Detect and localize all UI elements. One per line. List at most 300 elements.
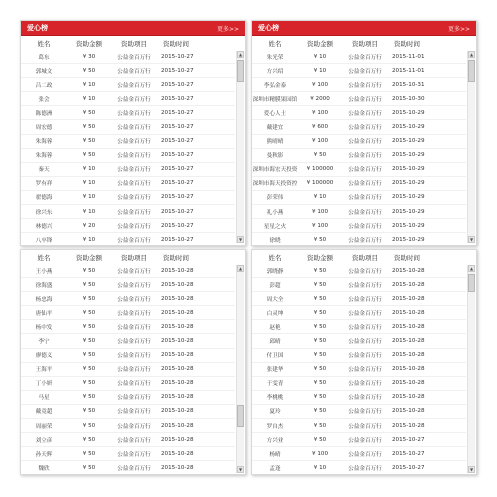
rows-container (252, 50, 476, 244)
cell-project: 公益金百万行 (348, 209, 382, 216)
cell-name: 徐兴东 (35, 209, 53, 216)
scroll-down-arrow-icon[interactable]: ▼ (469, 467, 474, 472)
table-row (21, 50, 235, 64)
table-row (21, 433, 235, 447)
cell-project: 公益金百万行 (117, 209, 151, 216)
cell-amount: ¥ 50 (313, 267, 327, 274)
table-row (21, 306, 235, 320)
cell-project: 公益金百万行 (117, 268, 151, 275)
cell-name: 郭城文 (35, 68, 53, 75)
table-row (252, 163, 466, 177)
cell-time: 2015-10-27 (392, 464, 425, 471)
table-row (252, 405, 466, 419)
cell-time: 2015-10-28 (392, 408, 425, 415)
cell-name: 王海平 (35, 367, 53, 374)
cell-name: 邱晴 (269, 339, 281, 346)
cell-amount: ¥ 30 (82, 53, 96, 60)
cell-name: 徐海盛 (35, 282, 53, 289)
column-header-time: 资助时间 (163, 39, 189, 48)
rows-container (21, 264, 245, 474)
cell-name: 周宏德 (35, 125, 53, 132)
cell-time: 2015-10-28 (161, 450, 194, 457)
scroll-up-arrow-icon[interactable]: ▲ (238, 52, 243, 57)
scroll-down-arrow-icon[interactable]: ▼ (238, 467, 243, 472)
cell-time: 2015-10-27 (161, 194, 194, 201)
cell-amount: ¥ 50 (82, 138, 96, 145)
more-link[interactable]: 更多>> (447, 25, 470, 33)
cell-project: 公益金百万行 (117, 353, 151, 360)
scroll-up-arrow-icon[interactable]: ▲ (469, 266, 474, 271)
cell-name: 周大全 (266, 296, 284, 303)
cell-time: 2015-10-27 (161, 152, 194, 159)
cell-name: 方兴绍 (266, 68, 284, 75)
cell-time: 2015-10-29 (392, 236, 425, 243)
table-body (21, 264, 245, 474)
cell-time: 2015-10-27 (161, 236, 194, 243)
cell-amount: ¥ 50 (313, 309, 327, 316)
cell-amount: ¥ 10 (82, 95, 96, 102)
cell-project: 公益金百万行 (348, 465, 382, 472)
scrollbar[interactable] (236, 265, 244, 473)
cell-name: 付卫国 (266, 353, 284, 360)
cell-time: 2015-11-01 (392, 53, 425, 60)
cell-amount: ¥ 50 (313, 422, 327, 429)
cell-time: 2015-10-28 (161, 281, 194, 288)
cell-name: 朱海蓉 (35, 153, 53, 160)
table-row (21, 363, 235, 377)
cell-time: 2015-10-29 (392, 180, 425, 187)
table-row (21, 205, 235, 219)
cell-amount: ¥ 50 (82, 309, 96, 316)
cell-project: 公益金百万行 (117, 282, 151, 289)
table-header (252, 36, 476, 50)
more-link[interactable]: 更多>> (216, 25, 239, 33)
cell-time: 2015-10-28 (161, 394, 194, 401)
table-row (252, 320, 466, 334)
scrollbar-thumb[interactable] (468, 274, 475, 292)
cell-project: 公益金百万行 (348, 310, 382, 317)
cell-time: 2015-10-28 (392, 366, 425, 373)
cell-time: 2015-10-29 (392, 194, 425, 201)
cell-name: 吕二政 (35, 82, 53, 89)
cell-name: 陈德洲 (35, 110, 53, 117)
cell-time: 2015-10-28 (161, 352, 194, 359)
cell-name: 李宁 (38, 339, 50, 346)
scrollbar-thumb[interactable] (237, 405, 244, 427)
table-row (252, 191, 466, 205)
cell-time: 2015-10-27 (161, 166, 194, 173)
cell-project: 公益金百万行 (348, 96, 382, 103)
table-row (21, 78, 235, 92)
cell-project: 公益金百万行 (348, 451, 382, 458)
cell-time: 2015-10-28 (392, 394, 425, 401)
column-header-name: 姓名 (37, 253, 51, 262)
column-header-name: 姓名 (268, 39, 282, 48)
cell-name: 戴竟超 (35, 409, 53, 416)
donor-list-panel (251, 20, 477, 246)
cell-name: 翟德海 (35, 195, 53, 202)
table-row (252, 419, 466, 433)
cell-amount: ¥ 100000 (306, 180, 334, 187)
scroll-down-arrow-icon[interactable]: ▼ (238, 237, 243, 242)
cell-time: 2015-10-27 (161, 81, 194, 88)
table-row (252, 106, 466, 120)
cell-amount: ¥ 600 (311, 124, 328, 131)
cell-amount: ¥ 50 (82, 366, 96, 373)
table-row (252, 461, 466, 474)
cell-project: 公益金百万行 (348, 181, 382, 188)
column-header-time: 资助时间 (394, 253, 420, 262)
panel-header (252, 21, 476, 36)
cell-amount: ¥ 50 (313, 436, 327, 443)
cell-project: 公益金百万行 (117, 82, 151, 89)
cell-amount: ¥ 50 (82, 67, 96, 74)
cell-project: 公益金百万行 (348, 167, 382, 174)
table-row (252, 292, 466, 306)
cell-project: 公益金百万行 (117, 437, 151, 444)
cell-time: 2015-10-28 (161, 267, 194, 274)
table-row (21, 264, 235, 278)
table-row (21, 233, 235, 244)
cell-project: 公益金百万行 (117, 139, 151, 146)
cell-amount: ¥ 50 (82, 380, 96, 387)
donor-list-panel (20, 20, 246, 246)
table-row (252, 278, 466, 292)
cell-project: 公益金百万行 (117, 181, 151, 188)
cell-time: 2015-10-28 (161, 366, 194, 373)
cell-project: 公益金百万行 (348, 339, 382, 346)
table-row (252, 149, 466, 163)
cell-time: 2015-10-28 (392, 380, 425, 387)
cell-time: 2015-10-28 (161, 436, 194, 443)
panel-header (21, 21, 245, 36)
table-row (21, 120, 235, 134)
table-row (252, 50, 466, 64)
cell-project: 公益金百万行 (348, 367, 382, 374)
panel-title: 爱心榜 (258, 24, 279, 32)
cell-amount: ¥ 50 (82, 124, 96, 131)
cell-time: 2015-10-27 (161, 95, 194, 102)
panel-title: 爱心榜 (27, 24, 48, 32)
cell-name: 于雯青 (266, 381, 284, 388)
table-row (21, 349, 235, 363)
cell-time: 2015-10-29 (392, 208, 425, 215)
table-row (252, 377, 466, 391)
cell-name: 深圳市精膜果园馆 (252, 96, 298, 103)
scrollbar-thumb[interactable] (237, 60, 244, 82)
cell-project: 公益金百万行 (348, 437, 382, 444)
cell-amount: ¥ 50 (82, 267, 96, 274)
cell-name: 孟逢 (269, 465, 281, 472)
cell-name: 林德兴 (35, 223, 53, 230)
cell-amount: ¥ 50 (313, 366, 327, 373)
table-body (21, 50, 245, 244)
cell-name: 徐晓 (269, 237, 281, 244)
cell-name: 魏欣 (38, 465, 50, 472)
scrollbar[interactable] (236, 51, 244, 243)
cell-time: 2015-10-27 (161, 109, 194, 116)
cell-name: 李桃桃 (266, 395, 284, 402)
cell-amount: ¥ 50 (82, 422, 96, 429)
cell-project: 公益金百万行 (348, 139, 382, 146)
cell-name: 赵艳 (269, 324, 281, 331)
column-header-amount: 资助金额 (307, 253, 333, 262)
table-row (252, 433, 466, 447)
cell-amount: ¥ 50 (82, 323, 96, 330)
cell-time: 2015-10-28 (392, 338, 425, 345)
cell-time: 2015-10-27 (161, 53, 194, 60)
cell-name: 深圳市海宏天投资 (252, 167, 298, 174)
cell-project: 公益金百万行 (117, 339, 151, 346)
cell-time: 2015-10-29 (392, 124, 425, 131)
cell-project: 公益金百万行 (348, 423, 382, 430)
cell-name: 白灵坤 (266, 310, 284, 317)
table-row (21, 64, 235, 78)
cell-project: 公益金百万行 (117, 451, 151, 458)
cell-project: 公益金百万行 (348, 353, 382, 360)
cell-time: 2015-10-28 (161, 295, 194, 302)
cell-amount: ¥ 10 (82, 208, 96, 215)
table-row (21, 461, 235, 474)
table-row (21, 377, 235, 391)
cell-name: 李弘金泰 (263, 82, 287, 89)
column-header-project: 资助项目 (121, 39, 147, 48)
cell-name: 星星之火 (263, 223, 287, 230)
cell-time: 2015-10-28 (161, 380, 194, 387)
table-row (21, 320, 235, 334)
cell-time: 2015-11-01 (392, 67, 425, 74)
cell-amount: ¥ 50 (82, 408, 96, 415)
donor-list-panel (251, 249, 477, 475)
column-header-project: 资助项目 (121, 253, 147, 262)
cell-project: 公益金百万行 (117, 465, 151, 472)
cell-name: 深圳市海天投资控 (252, 181, 298, 188)
cell-amount: ¥ 50 (82, 281, 96, 288)
cell-project: 公益金百万行 (348, 237, 382, 244)
cell-time: 2015-10-29 (392, 109, 425, 116)
cell-project: 公益金百万行 (117, 395, 151, 402)
cell-amount: ¥ 2000 (310, 95, 330, 102)
cell-project: 公益金百万行 (117, 68, 151, 75)
table-row (21, 135, 235, 149)
table-row (252, 447, 466, 461)
table-body (252, 264, 476, 474)
cell-time: 2015-10-28 (392, 309, 425, 316)
cell-name: 朱海蓉 (35, 139, 53, 146)
cell-time: 2015-10-29 (392, 166, 425, 173)
cell-amount: ¥ 50 (82, 109, 96, 116)
rows-container (252, 264, 476, 474)
column-header-name: 姓名 (268, 253, 282, 262)
cell-project: 公益金百万行 (348, 68, 382, 75)
scrollbar[interactable] (467, 265, 475, 473)
column-header-project: 资助项目 (352, 39, 378, 48)
cell-amount: ¥ 50 (313, 380, 327, 387)
cell-project: 公益金百万行 (348, 153, 382, 160)
cell-project: 公益金百万行 (117, 96, 151, 103)
table-row (252, 92, 466, 106)
cell-time: 2015-10-28 (392, 352, 425, 359)
cell-amount: ¥ 10 (82, 180, 96, 187)
cell-amount: ¥ 100 (311, 138, 328, 145)
table-row (21, 106, 235, 120)
cell-time: 2015-10-29 (392, 138, 425, 145)
cell-project: 公益金百万行 (117, 54, 151, 61)
cell-amount: ¥ 50 (313, 323, 327, 330)
table-row (21, 219, 235, 233)
cell-name: 周丽荣 (35, 423, 53, 430)
table-row (252, 334, 466, 348)
cell-name: 彭超 (269, 282, 281, 289)
cell-amount: ¥ 10 (82, 194, 96, 201)
cell-project: 公益金百万行 (348, 395, 382, 402)
cell-project: 公益金百万行 (348, 381, 382, 388)
cell-project: 公益金百万行 (348, 110, 382, 117)
cell-amount: ¥ 50 (313, 281, 327, 288)
cell-name: 廖德义 (35, 353, 53, 360)
column-header-time: 资助时间 (394, 39, 420, 48)
table-row (252, 219, 466, 233)
cell-name: 方兴业 (266, 437, 284, 444)
cell-name: 秦天 (38, 167, 50, 174)
cell-name: 孙天辉 (35, 451, 53, 458)
cell-time: 2015-10-31 (392, 81, 425, 88)
cell-amount: ¥ 50 (82, 152, 96, 159)
cell-time: 2015-10-28 (392, 281, 425, 288)
cell-name: 杨忠海 (35, 296, 53, 303)
cell-amount: ¥ 10 (313, 67, 327, 74)
cell-time: 2015-10-28 (161, 464, 194, 471)
cell-time: 2015-10-27 (161, 138, 194, 145)
cell-project: 公益金百万行 (117, 237, 151, 244)
cell-amount: ¥ 50 (313, 352, 327, 359)
cell-name: 唐仙平 (35, 310, 53, 317)
cell-time: 2015-10-27 (161, 222, 194, 229)
cell-amount: ¥ 10 (82, 236, 96, 243)
cell-amount: ¥ 50 (82, 295, 96, 302)
cell-amount: ¥ 10 (313, 53, 327, 60)
cell-name: 彭荣伟 (266, 195, 284, 202)
table-row (21, 163, 235, 177)
table-row (252, 349, 466, 363)
cell-amount: ¥ 50 (82, 464, 96, 471)
table-row (21, 447, 235, 461)
cell-amount: ¥ 50 (82, 394, 96, 401)
column-header-amount: 资助金额 (307, 39, 333, 48)
cell-project: 公益金百万行 (348, 409, 382, 416)
cell-time: 2015-10-27 (392, 450, 425, 457)
cell-name: 熊晴晴 (266, 139, 284, 146)
cell-time: 2015-10-28 (392, 422, 425, 429)
cell-name: 夏玲 (269, 409, 281, 416)
cell-project: 公益金百万行 (117, 423, 151, 430)
cell-time: 2015-10-30 (392, 95, 425, 102)
scroll-down-arrow-icon[interactable]: ▼ (469, 237, 474, 242)
cell-time: 2015-10-27 (161, 208, 194, 215)
cell-name: 曼秋影 (266, 153, 284, 160)
cell-name: 郭晓静 (266, 268, 284, 275)
cell-project: 公益金百万行 (117, 167, 151, 174)
column-header-time: 资助时间 (163, 253, 189, 262)
column-header-project: 资助项目 (352, 253, 378, 262)
cell-time: 2015-10-28 (161, 408, 194, 415)
cell-project: 公益金百万行 (117, 381, 151, 388)
cell-amount: ¥ 100 (311, 222, 328, 229)
cell-project: 公益金百万行 (348, 195, 382, 202)
cell-name: 王小燕 (35, 268, 53, 275)
cell-amount: ¥ 10 (313, 194, 327, 201)
table-row (21, 149, 235, 163)
cell-project: 公益金百万行 (117, 296, 151, 303)
table-header (21, 250, 245, 264)
table-row (252, 306, 466, 320)
cell-time: 2015-10-28 (392, 267, 425, 274)
table-row (252, 233, 466, 244)
cell-name: 礼小燕 (266, 209, 284, 216)
cell-amount: ¥ 100 (311, 81, 328, 88)
cell-project: 公益金百万行 (348, 82, 382, 89)
cell-name: 八卒锋 (35, 237, 53, 244)
cell-amount: ¥ 100 (311, 450, 328, 457)
cell-name: 罗自杰 (266, 423, 284, 430)
cell-time: 2015-10-29 (392, 152, 425, 159)
table-header (252, 250, 476, 264)
cell-project: 公益金百万行 (348, 324, 382, 331)
rows-container (21, 50, 245, 244)
cell-project: 公益金百万行 (117, 310, 151, 317)
cell-name: 罗有祥 (35, 181, 53, 188)
cell-project: 公益金百万行 (348, 268, 382, 275)
column-header-amount: 资助金额 (76, 253, 102, 262)
table-row (21, 177, 235, 191)
cell-amount: ¥ 50 (313, 295, 327, 302)
cell-time: 2015-10-27 (161, 67, 194, 74)
table-row (252, 135, 466, 149)
cell-project: 公益金百万行 (117, 110, 151, 117)
table-row (21, 419, 235, 433)
table-row (252, 177, 466, 191)
cell-project: 公益金百万行 (348, 282, 382, 289)
scrollbar-thumb[interactable] (468, 60, 475, 82)
cell-name: 张建华 (266, 367, 284, 374)
table-row (252, 391, 466, 405)
cell-project: 公益金百万行 (348, 54, 382, 61)
cell-project: 公益金百万行 (117, 324, 151, 331)
cell-name: 杨晴 (269, 451, 281, 458)
cell-name: 朱光荣 (266, 54, 284, 61)
cell-project: 公益金百万行 (348, 125, 382, 132)
table-row (21, 334, 235, 348)
cell-amount: ¥ 10 (82, 81, 96, 88)
cell-project: 公益金百万行 (117, 409, 151, 416)
cell-project: 公益金百万行 (117, 153, 151, 160)
scroll-up-arrow-icon[interactable]: ▲ (238, 266, 243, 271)
table-row (252, 264, 466, 278)
cell-amount: ¥ 50 (82, 352, 96, 359)
cell-name: 马星 (38, 395, 50, 402)
column-header-amount: 资助金额 (76, 39, 102, 48)
cell-name: 张会 (38, 96, 50, 103)
cell-project: 公益金百万行 (117, 125, 151, 132)
cell-amount: ¥ 10 (82, 166, 96, 173)
table-row (252, 363, 466, 377)
scroll-up-arrow-icon[interactable]: ▲ (469, 52, 474, 57)
scrollbar[interactable] (467, 51, 475, 243)
cell-project: 公益金百万行 (348, 223, 382, 230)
column-header-name: 姓名 (37, 39, 51, 48)
cell-name: 爱心人士 (263, 110, 287, 117)
cell-amount: ¥ 50 (313, 236, 327, 243)
